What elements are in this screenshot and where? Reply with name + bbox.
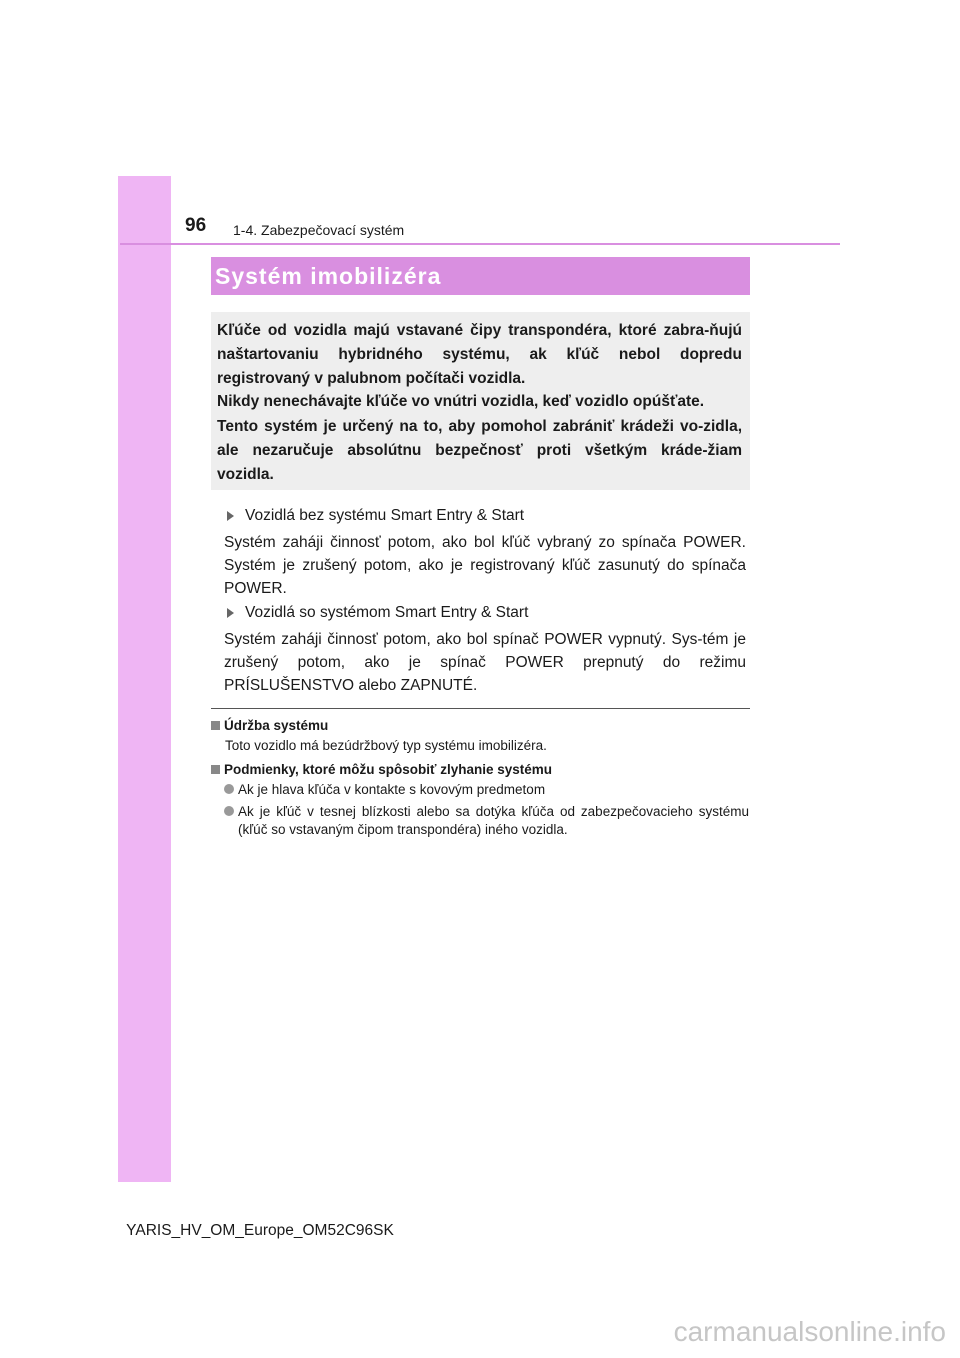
variant-heading	[224, 504, 746, 527]
header-rule	[120, 243, 840, 245]
section-divider	[211, 708, 750, 709]
triangle-bullet-icon	[227, 511, 234, 521]
page-number: 96	[185, 215, 207, 236]
intro-paragraph-3: Tento systém je určený na to, aby pomohol zabrániť krádeži vo-zidla, ale nezaručuje absolútnu bezpečnosť proti všetkým kráde-žiam vozidla.	[217, 418, 742, 483]
maintenance-heading-text: Údržba systému	[224, 718, 329, 733]
circle-bullet-icon	[224, 784, 234, 794]
condition-text: Ak je hlava kľúča v kontakte s kovovým predmetom	[238, 782, 546, 797]
intro-paragraph-1: Kľúče od vozidla majú vstavané čipy transpondéra, ktoré zabra-ňujú naštartovaniu hybridného systému, ak kľúč nebol dopredu registrovaný v palubnom počítači vozidla.	[217, 322, 742, 387]
circle-bullet-icon	[224, 806, 234, 816]
maintenance-text: Toto vozidlo má bezúdržbový typ systému imobilizéra.	[225, 738, 547, 753]
page-title: Systém imobilizéra	[215, 263, 442, 289]
chapter-side-bar	[118, 176, 171, 1182]
intro-paragraph-2: Nikdy nenechávajte kľúče vo vnútri vozidla, keď vozidlo opúšťate.	[217, 393, 705, 410]
title-bar	[211, 257, 750, 295]
variant-heading-text: Vozidlá so systémom Smart Entry & Start	[245, 604, 529, 621]
maintenance-heading	[211, 717, 328, 735]
intro-box	[211, 312, 750, 490]
footer	[0, 1221, 960, 1241]
variant-heading-text: Vozidlá bez systému Smart Entry & Start	[245, 507, 525, 524]
variant-without-smart-entry	[224, 504, 746, 600]
square-bullet-icon	[211, 721, 220, 730]
condition-item	[224, 781, 749, 799]
variant-text: Systém zaháji činnosť potom, ako bol kľúč vybraný zo spínača POWER. Systém je zrušený potom, ako je registrovaný kľúč zasunutý do spínača POWER.	[224, 534, 746, 597]
triangle-bullet-icon	[227, 608, 234, 618]
watermark: carmanualsonline.info	[673, 1316, 946, 1347]
condition-item	[224, 803, 749, 839]
variant-heading	[224, 601, 746, 624]
document-code: YARIS_HV_OM_Europe_OM52C96SK	[126, 1222, 394, 1239]
variant-text: Systém zaháji činnosť potom, ako bol spínač POWER vypnutý. Sys-tém je zrušený potom, ako je spínač POWER prepnutý do režimu PRÍSLUŠENSTVO alebo ZAPNUTÉ.	[224, 631, 746, 694]
square-bullet-icon	[211, 765, 220, 774]
condition-text: Ak je kľúč v tesnej blízkosti alebo sa dotýka kľúča od zabezpečovacieho systému (kľúč so vstavaným čipom transpondéra) iného vozidla.	[238, 804, 749, 837]
conditions-heading-text: Podmienky, ktoré môžu spôsobiť zlyhanie systému	[224, 762, 553, 777]
section-label: 1-4. Zabezpečovací systém	[233, 222, 405, 238]
variant-with-smart-entry	[224, 601, 746, 697]
conditions-heading	[211, 761, 552, 779]
